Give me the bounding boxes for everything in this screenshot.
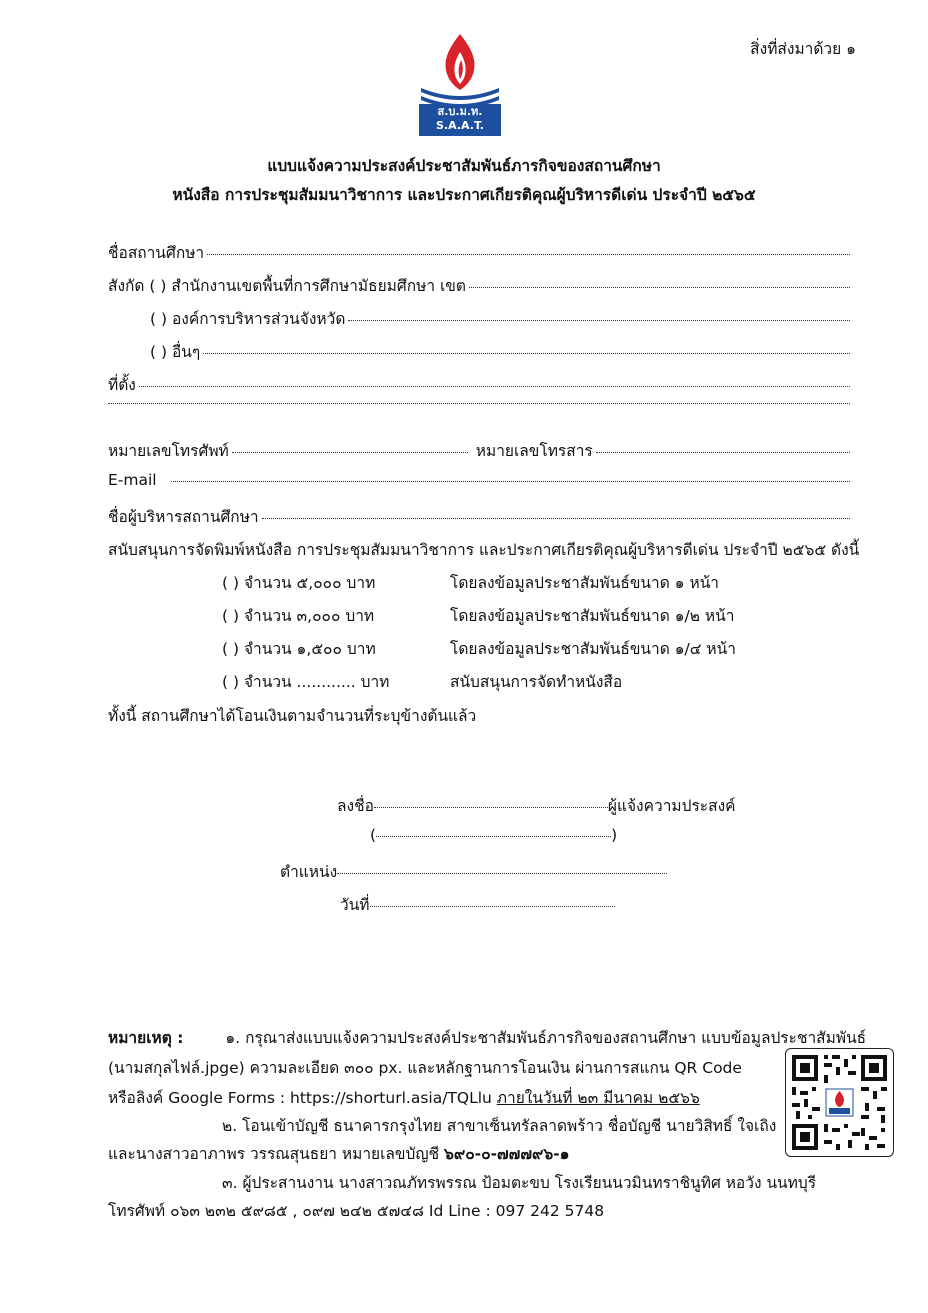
signature-row[interactable] [337,793,736,818]
position-row[interactable] [280,859,667,884]
signature-line[interactable] [374,806,608,808]
address-field[interactable] [108,372,850,397]
director-name-label: ชื่อผู้บริหารสถานศึกษา [108,508,259,526]
address-label: ที่ตั้ง [108,376,136,394]
email-field[interactable] [108,471,850,489]
qr-code[interactable] [785,1048,894,1157]
email-label: E-mail [108,471,157,489]
phone-line[interactable] [232,451,468,453]
note-1-text-1: ๑. กรุณาส่งแบบแจ้งความประสงค์ประชาสัมพันธ์ภารกิจของสถานศึกษา แบบข้อมูลประชาสัมพันธ์ [225,1029,867,1047]
attachment-label: สิ่งที่ส่งมาด้วย ๑ [750,40,856,58]
note-1-line-3 [108,1085,700,1110]
email-line[interactable] [171,480,850,482]
sign-role: ผู้แจ้งความประสงค์ [607,797,736,815]
printed-name-row[interactable] [370,826,617,844]
note-3-line-2: โทรศัพท์ ๐๖๓ ๒๓๒ ๕๙๘๕ , ๐๙๗ ๒๔๒ ๕๗๔๘ Id Line : 097 242 5748 [108,1202,605,1220]
option-3000-desc: โดยลงข้อมูลประชาสัมพันธ์ขนาด ๑/๒ หน้า [450,607,735,625]
support-intro: สนับสนุนการจัดพิมพ์หนังสือ การประชุมสัมมนาวิชาการ และประกาศเกียรติคุณผู้บริหารดีเด่น ประจำปี ๒๕๖๕ ดังนี้ [108,541,860,559]
fax-label: หมายเลขโทรสาร [475,442,593,460]
paren-close: ) [611,826,618,844]
form-subtitle: หนังสือ การประชุมสัมมนาวิชาการ และประกาศเกียรติคุณผู้บริหารดีเด่น ประจำปี ๒๕๖๕ [172,186,756,204]
printed-name-line[interactable] [376,835,611,837]
affiliation-other-label: ( ) อื่นๆ [150,343,201,361]
phone-label: หมายเลขโทรศัพท์ [108,442,229,460]
option-1500-amount[interactable]: ( ) จำนวน ๑,๕๐๐ บาท [222,640,376,658]
director-name-line[interactable] [262,517,850,519]
note-3-line-1: ๓. ผู้ประสานงาน นางสาวณภัทรพรรณ ป้อมตะขบ โรงเรียนนวมินทราชินูทิศ หอวัง นนทบุรี [222,1174,817,1192]
note-1-line-2: (นามสกุลไฟล์.jpge) ความละเอียด ๓๐๐ px. และหลักฐานการโอนเงิน ผ่านการสแกน QR Code [108,1059,742,1077]
form-title: แบบแจ้งความประสงค์ประชาสัมพันธ์ภารกิจของสถานศึกษา [267,157,661,175]
date-line[interactable] [370,905,615,907]
school-name-field[interactable] [108,240,850,265]
affiliation-pao-line[interactable] [348,319,850,321]
qr-code-graphic [786,1049,893,1156]
note-2-text-2: และนางสาวอาภาพร วรรณสุนธยา หมายเลขบัญชี [108,1145,445,1163]
deadline-text: ภายในวันที่ ๒๓ มีนาคม ๒๕๖๖ [496,1089,700,1107]
affiliation-other-field[interactable] [150,339,850,364]
address-line-2[interactable] [108,402,850,404]
affiliation-label: สังกัด ( ) สำนักงานเขตพื้นที่การศึกษามัธยมศึกษา เขต [108,277,466,295]
school-name-label: ชื่อสถานศึกษา [108,244,205,262]
affiliation-pao-label: ( ) องค์การบริหารส่วนจังหวัด [150,310,346,328]
option-5000-desc: โดยลงข้อมูลประชาสัมพันธ์ขนาด ๑ หน้า [450,574,719,592]
affiliation-other-line[interactable] [203,352,850,354]
sign-label: ลงชื่อ [337,797,374,815]
position-line[interactable] [337,872,667,874]
affiliation-pao-field[interactable] [150,306,850,331]
position-label: ตำแหน่ง [280,863,338,881]
date-label: วันที่ [340,896,370,914]
option-3000-amount[interactable]: ( ) จำนวน ๓,๐๐๐ บาท [222,607,375,625]
notes-heading: หมายเหตุ : [108,1029,184,1047]
note-2-line-2 [108,1141,569,1166]
address-line-1[interactable] [139,385,850,387]
logo-text-thai: ส.บ.ม.ท. [437,105,483,118]
date-row[interactable] [340,892,615,917]
address-field-2[interactable] [108,405,850,407]
phone-fax-field[interactable] [108,438,850,463]
google-forms-link[interactable]: หรือลิงค์ Google Forms : https://shorturl.asia/TQLlu [108,1089,497,1107]
option-1500-desc: โดยลงข้อมูลประชาสัมพันธ์ขนาด ๑/๔ หน้า [450,640,736,658]
director-name-field[interactable] [108,504,850,529]
transfer-note: ทั้งนี้ สถานศึกษาได้โอนเงินตามจำนวนที่ระบุข้างต้นแล้ว [108,707,477,725]
option-custom-amount[interactable]: ( ) จำนวน ............ บาท [222,673,390,691]
option-5000-amount[interactable]: ( ) จำนวน ๕,๐๐๐ บาท [222,574,376,592]
school-name-line[interactable] [207,253,850,255]
note-1-line-1 [108,1025,866,1050]
fax-line[interactable] [596,451,850,453]
paren-open: ( [370,826,377,844]
option-custom-desc: สนับสนุนการจัดทำหนังสือ [450,673,623,691]
saat-logo [417,30,503,136]
affiliation-field[interactable] [108,273,850,298]
account-number: ๖๙๐-๐-๗๗๗๙๖-๑ [444,1145,570,1163]
note-2-line-1: ๒. โอนเข้าบัญชี ธนาคารกรุงไทย สาขาเซ็นทรัลลาดพร้าว ชื่อบัญชี นายวิสิทธิ์ ใจเถิง [222,1117,777,1135]
logo-text-latin: S.A.A.T. [436,119,484,132]
affiliation-line[interactable] [469,286,850,288]
